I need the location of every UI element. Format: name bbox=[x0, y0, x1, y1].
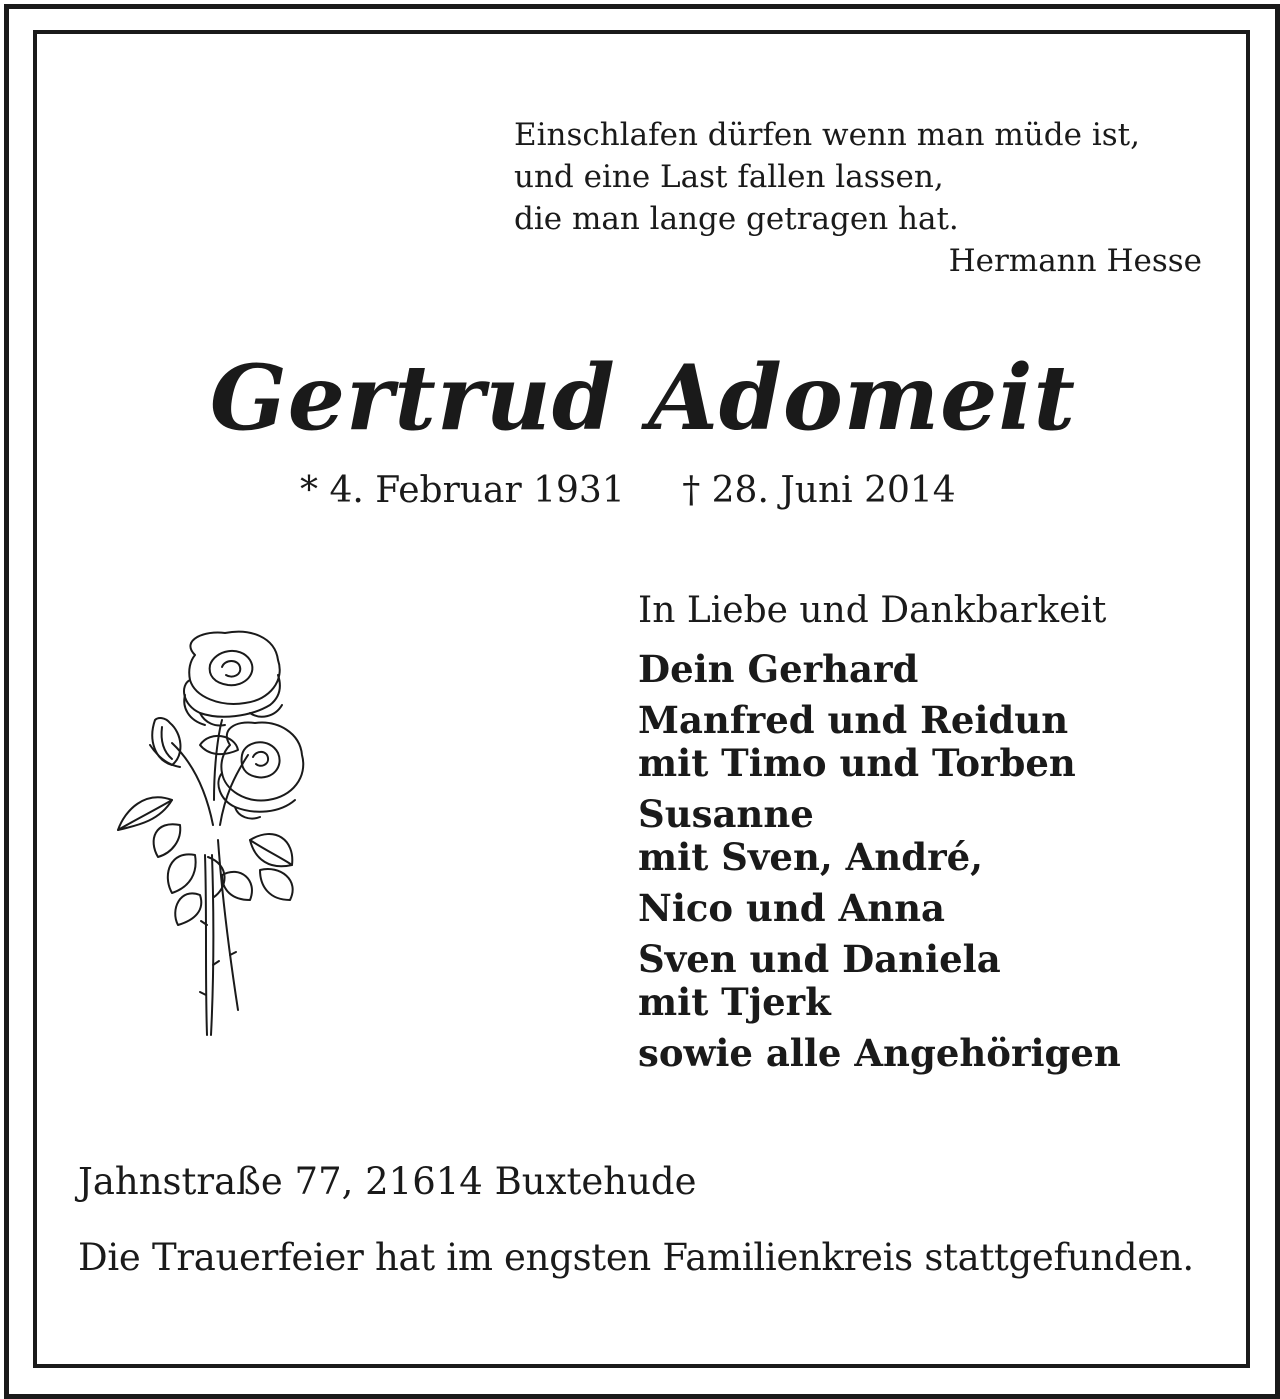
mourner-line: Manfred und Reidun bbox=[638, 698, 1069, 742]
mourner-group bbox=[638, 938, 1198, 1024]
mourner-group bbox=[638, 1032, 1198, 1075]
life-dates bbox=[300, 470, 956, 511]
poem-line: die man lange getragen hat. bbox=[514, 201, 959, 237]
mourner-group bbox=[638, 648, 1198, 691]
address: Jahnstraße 77, 21614 Buxtehude bbox=[78, 1160, 697, 1203]
poem-line: Einschlafen dürfen wenn man müde ist, bbox=[514, 117, 1140, 153]
mourner-line: Dein Gerhard bbox=[638, 647, 919, 691]
ceremony-note: Die Trauerfeier hat im engsten Familienkreis stattgefunden. bbox=[78, 1236, 1194, 1279]
rose-icon bbox=[110, 625, 320, 1040]
mourner-group bbox=[638, 793, 1198, 879]
mourners-block bbox=[638, 588, 1198, 1083]
mourners-intro: In Liebe und Dankbarkeit bbox=[638, 590, 1107, 631]
poem-author: Hermann Hesse bbox=[948, 243, 1202, 279]
mourner-line: Susanne bbox=[638, 792, 814, 836]
mourner-line: mit Tjerk bbox=[638, 980, 831, 1024]
mourner-line: sowie alle Angehörigen bbox=[638, 1031, 1121, 1075]
mourner-line: Sven und Daniela bbox=[638, 937, 1001, 981]
poem-block bbox=[514, 114, 1204, 282]
birth-date: * 4. Februar 1931 bbox=[300, 470, 625, 511]
mourner-line: mit Timo und Torben bbox=[638, 741, 1076, 785]
mourner-group bbox=[638, 887, 1198, 930]
mourner-group bbox=[638, 699, 1198, 785]
deceased-name: Gertrud Adomeit bbox=[209, 345, 1077, 451]
poem-line: und eine Last fallen lassen, bbox=[514, 159, 944, 195]
mourner-line: Nico und Anna bbox=[638, 886, 946, 930]
mourner-line: mit Sven, André, bbox=[638, 835, 983, 879]
death-date: † 28. Juni 2014 bbox=[682, 470, 956, 511]
